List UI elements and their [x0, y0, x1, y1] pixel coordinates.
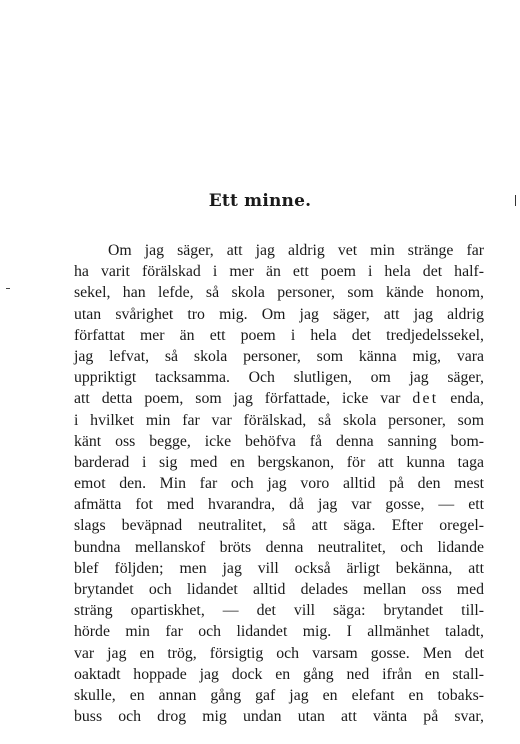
text-line: var jag en trög, försigtig och varsam gosse. Men det: [74, 644, 484, 662]
text-line: författat mer än ett poem i hela det tredjedelssekel,: [74, 326, 484, 344]
text-line: emot den. Min far och jag voro alltid på den mest: [74, 475, 484, 493]
text-line: bundna mellanskof bröts denna neutralitet, och lidande: [74, 538, 484, 556]
text-line-start: att detta poem, som jag författade, icke var: [74, 390, 401, 408]
text-line: [74, 388, 484, 409]
body-paragraph: [74, 240, 484, 727]
text-line: barderad i sig med en bergskanon, för att kunna taga: [74, 453, 484, 471]
text-line: uppriktigt tacksamma. Och slutligen, om jag säger,: [74, 369, 484, 387]
text-line: buss och drog mig undan utan att vänta på svar,: [74, 708, 484, 726]
text-line: oaktadt hoppade jag dock en gång ned ifrån en stall-: [74, 665, 484, 683]
text-line: sträng opartiskhet, — det vill säga: brytandet till-: [74, 602, 484, 620]
emphasized-word: det: [412, 390, 439, 408]
text-line: blef följden; men jag vill också ärligt bekänna, att: [74, 559, 484, 577]
text-line: jag lefvat, så skola personer, som känna mig, vara: [74, 347, 484, 365]
text-line: skulle, en annan gång gaf jag en elefant en tobaks-: [74, 686, 484, 704]
text-line: hörde min far och lidandet mig. I allmänhet taladt,: [74, 623, 484, 641]
margin-mark: [6, 288, 10, 289]
text-line: slags beväpnad neutralitet, så att säga. Efter oregel-: [74, 517, 484, 535]
text-line: känt oss begge, icke behöfva få denna sanning bom-: [74, 432, 484, 450]
text-line: i hvilket min far var förälskad, så skola personer, som: [74, 411, 484, 429]
text-line-end: enda,: [450, 390, 485, 408]
text-line: Om jag säger, att jag aldrig vet min stränge far: [108, 242, 484, 259]
text-line: sekel, han lefde, så skola personer, som kände honom,: [74, 284, 484, 302]
text-line: brytandet och lidandet alltid delades mellan oss med: [74, 581, 484, 598]
text-line: afmätta fot med hvarandra, då jag var gosse, — ett: [74, 496, 484, 514]
text-line: utan svårighet tro mig. Om jag säger, att jag aldrig: [74, 305, 484, 323]
text-line: ha varit förälskad i mer än ett poem i hela det half-: [74, 263, 484, 281]
chapter-title: Ett minne.: [208, 191, 312, 211]
